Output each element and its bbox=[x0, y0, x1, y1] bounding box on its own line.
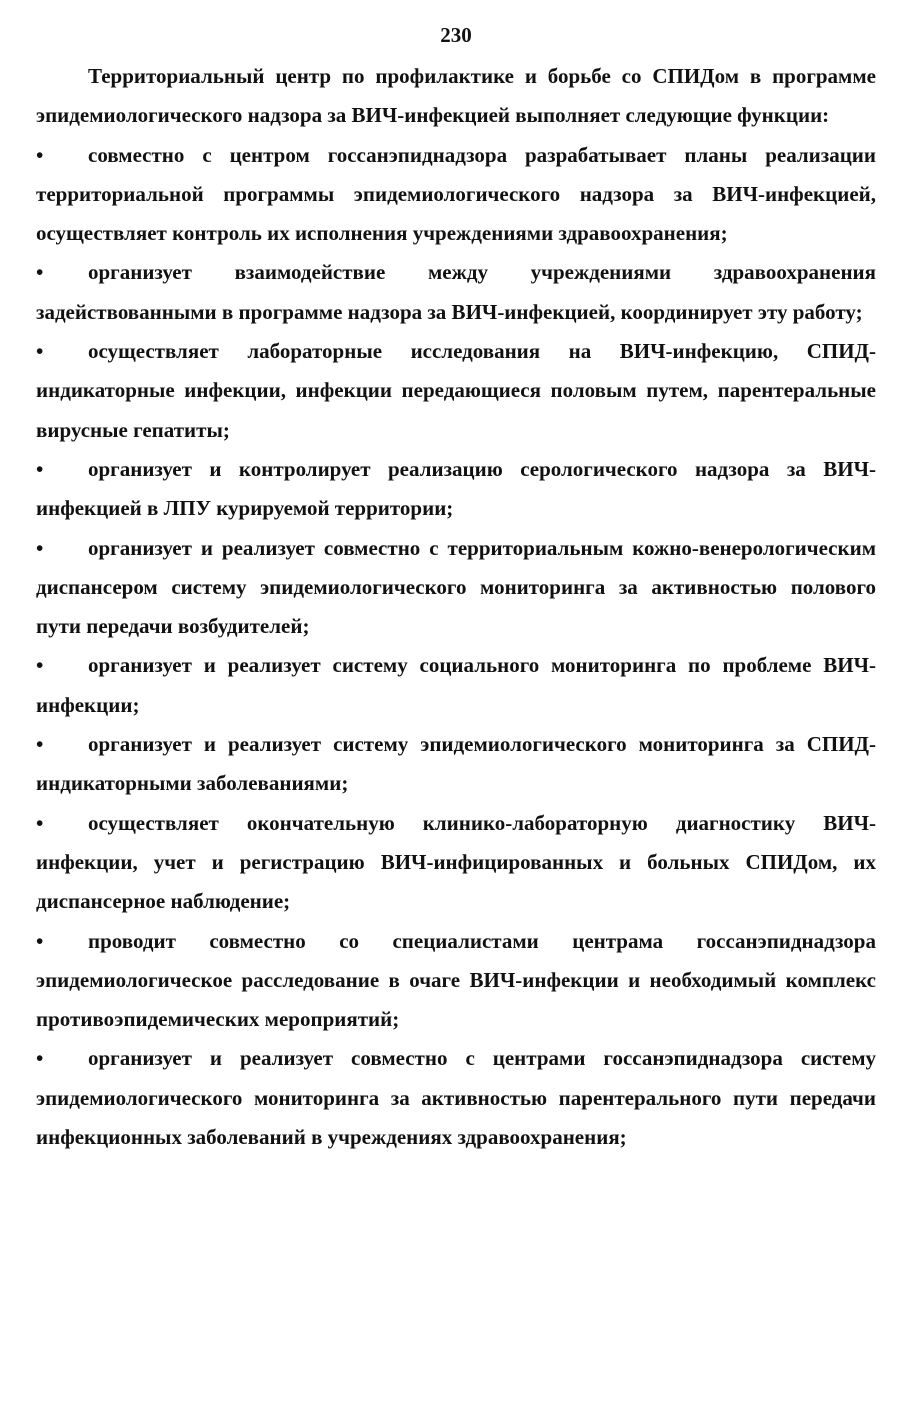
list-item-text: организует и реализует систему эпидемиологического мониторинга за СПИД-индикаторными заболеваниями; bbox=[36, 732, 876, 796]
list-item bbox=[36, 804, 876, 922]
list-item bbox=[36, 136, 876, 254]
list-item-text: проводит совместно со специалистами центрама госсанэпиднадзора эпидемиологическое расследование в очаге ВИЧ-инфекции и необходимый комплекс противоэпидемических мероприятий; bbox=[36, 928, 876, 1032]
list-item-text: совместно с центром госсанэпиднадзора разрабатывает планы реализации территориальной программы эпидемиологического надзора за ВИЧ-инфекцией, осуществляет контроль их исполнения учреждениями здравоохранения; bbox=[36, 142, 876, 246]
bullet-icon: • bbox=[36, 456, 44, 481]
bullet-icon: • bbox=[36, 535, 44, 560]
list-item bbox=[36, 529, 876, 647]
bullet-icon: • bbox=[36, 653, 44, 678]
bullet-icon: • bbox=[36, 810, 44, 835]
bullet-icon: • bbox=[36, 1046, 44, 1071]
list-item-text: осуществляет лабораторные исследования на ВИЧ-инфекцию, СПИД-индикаторные инфекции, инфекции передающиеся половым путем, парентеральные вирусные гепатиты; bbox=[36, 339, 876, 442]
list-item-text: осуществляет окончательную клинико-лабораторную диагностику ВИЧ-инфекции, учет и регистрацию ВИЧ-инфицированных и больных СПИДом, их диспансерное наблюдение; bbox=[36, 810, 876, 914]
list-item bbox=[36, 450, 876, 529]
bullet-icon: • bbox=[36, 339, 44, 364]
document-page bbox=[36, 18, 876, 1157]
bullet-icon: • bbox=[36, 142, 44, 167]
list-item-text: организует и реализует совместно с центрами госсанэпиднадзора систему эпидемиологического мониторинга за активностью парентерального пути передачи инфекционных заболеваний в учреждениях здравоохранения; bbox=[36, 1046, 876, 1150]
bullet-icon: • bbox=[36, 928, 44, 953]
list-item-text: организует и контролирует реализацию серологического надзора за ВИЧ-инфекцией в ЛПУ курируемой территории; bbox=[36, 456, 876, 521]
list-item-text: организует и реализует совместно с территориальным кожно-венерологическим диспансером систему эпидемиологического мониторинга за активностью полового пути передачи возбудителей; bbox=[36, 535, 876, 639]
list-item bbox=[36, 332, 876, 450]
list-item bbox=[36, 253, 876, 332]
list-item bbox=[36, 725, 876, 804]
functions-list bbox=[36, 136, 876, 1158]
list-item-text: организует взаимодействие между учреждениями здравоохранения задействованными в программе надзора за ВИЧ-инфекцией, координирует эту работу; bbox=[36, 260, 876, 324]
list-item bbox=[36, 922, 876, 1040]
bullet-icon: • bbox=[36, 732, 44, 757]
list-item bbox=[36, 646, 876, 725]
page-number: 230 bbox=[440, 23, 472, 47]
bullet-icon: • bbox=[36, 260, 44, 285]
intro-paragraph: Территориальный центр по профилактике и борьбе со СПИДом в программе эпидемиологического надзора за ВИЧ-инфекцией выполняет следующие функции: bbox=[36, 64, 876, 128]
list-item bbox=[36, 1039, 876, 1157]
list-item-text: организует и реализует систему социального мониторинга по проблеме ВИЧ-инфекции; bbox=[36, 653, 876, 717]
